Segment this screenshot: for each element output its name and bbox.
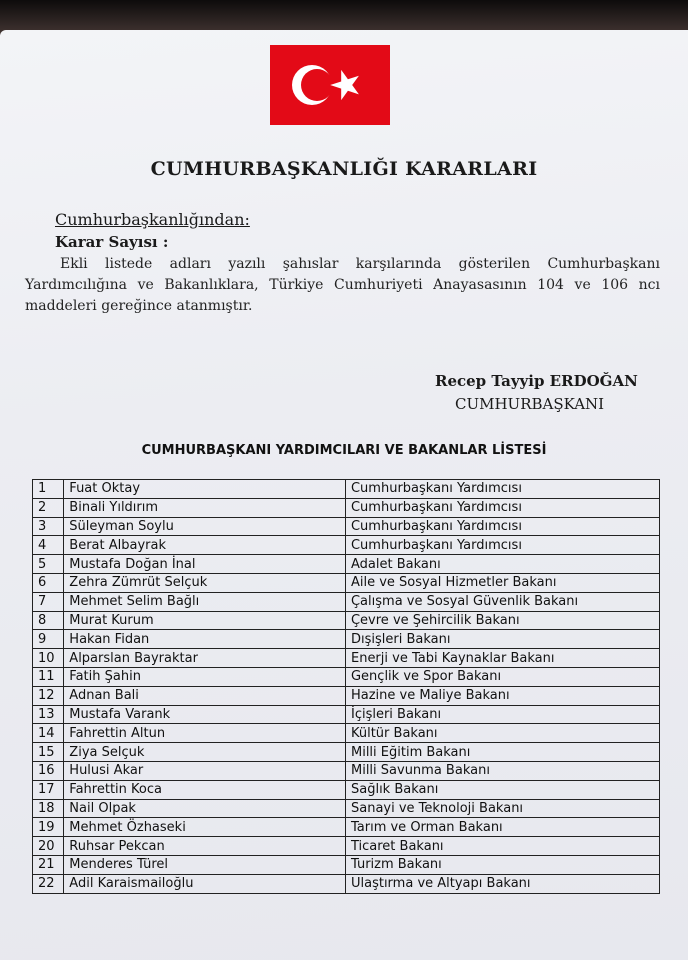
table-row	[33, 630, 660, 649]
ministry-post: Çevre ve Şehircilik Bakanı	[345, 611, 659, 630]
table-row	[33, 573, 660, 592]
row-number: 12	[33, 686, 64, 705]
ministry-post: Milli Savunma Bakanı	[345, 761, 659, 780]
row-number: 7	[33, 592, 64, 611]
ministry-post: İçişleri Bakanı	[345, 705, 659, 724]
row-number: 1	[33, 480, 64, 499]
minister-name: Mehmet Özhaseki	[64, 818, 346, 837]
table-row	[33, 874, 660, 893]
minister-name: Murat Kurum	[64, 611, 346, 630]
ministry-post: Enerji ve Tabi Kaynaklar Bakanı	[345, 649, 659, 668]
ministry-post: Tarım ve Orman Bakanı	[345, 818, 659, 837]
ministry-post: Ulaştırma ve Altyapı Bakanı	[345, 874, 659, 893]
row-number: 6	[33, 573, 64, 592]
ministry-post: Turizm Bakanı	[345, 855, 659, 874]
minister-name: Berat Albayrak	[64, 536, 346, 555]
minister-name: Mehmet Selim Bağlı	[64, 592, 346, 611]
ministry-post: Cumhurbaşkanı Yardımcısı	[345, 480, 659, 499]
minister-name: Zehra Zümrüt Selçuk	[64, 573, 346, 592]
row-number: 16	[33, 761, 64, 780]
ministry-post: Sağlık Bakanı	[345, 780, 659, 799]
minister-name: Fahrettin Koca	[64, 780, 346, 799]
minister-name: Mustafa Doğan İnal	[64, 555, 346, 574]
row-number: 14	[33, 724, 64, 743]
row-number: 3	[33, 517, 64, 536]
row-number: 15	[33, 743, 64, 762]
decision-text: Ekli listede adları yazılı şahıslar karşılarında gösterilen Cumhurbaşkanı Yardımcılığına ve Bakanlıklara, Türkiye Cumhuriyeti Anayasasının 104 ve 106 ncı maddeleri gereğince atanmıştır.	[25, 256, 660, 314]
ministers-table	[32, 479, 660, 894]
table-row	[33, 592, 660, 611]
ministry-post: Çalışma ve Sosyal Güvenlik Bakanı	[345, 592, 659, 611]
ministry-post: Cumhurbaşkanı Yardımcısı	[345, 498, 659, 517]
row-number: 10	[33, 649, 64, 668]
table-row	[33, 743, 660, 762]
table-row	[33, 780, 660, 799]
ministry-post: Milli Eğitim Bakanı	[345, 743, 659, 762]
issuer-label: Cumhurbaşkanlığından:	[55, 210, 250, 229]
minister-name: Süleyman Soylu	[64, 517, 346, 536]
ministry-post: Sanayi ve Teknoloji Bakanı	[345, 799, 659, 818]
ministers-table-body	[33, 480, 660, 894]
signer-name: Recep Tayyip ERDOĞAN	[435, 372, 638, 390]
ministry-post: Ticaret Bakanı	[345, 837, 659, 856]
row-number: 20	[33, 837, 64, 856]
table-row	[33, 649, 660, 668]
minister-name: Fahrettin Altun	[64, 724, 346, 743]
turkish-flag-icon	[270, 45, 390, 125]
minister-name: Binali Yıldırım	[64, 498, 346, 517]
row-number: 19	[33, 818, 64, 837]
table-row	[33, 837, 660, 856]
table-row	[33, 536, 660, 555]
minister-name: Fuat Oktay	[64, 480, 346, 499]
table-row	[33, 686, 660, 705]
decision-number-label: Karar Sayısı :	[55, 233, 169, 251]
table-row	[33, 761, 660, 780]
document-title: CUMHURBAŞKANLIĞI KARARLARI	[150, 158, 538, 180]
row-number: 4	[33, 536, 64, 555]
minister-name: Hulusi Akar	[64, 761, 346, 780]
table-row	[33, 799, 660, 818]
row-number: 9	[33, 630, 64, 649]
ministry-post: Adalet Bakanı	[345, 555, 659, 574]
table-row	[33, 555, 660, 574]
ministry-post: Aile ve Sosyal Hizmetler Bakanı	[345, 573, 659, 592]
row-number: 8	[33, 611, 64, 630]
table-row	[33, 705, 660, 724]
minister-name: Fatih Şahin	[64, 667, 346, 686]
row-number: 2	[33, 498, 64, 517]
table-row	[33, 517, 660, 536]
ministry-post: Kültür Bakanı	[345, 724, 659, 743]
table-row	[33, 611, 660, 630]
minister-name: Hakan Fidan	[64, 630, 346, 649]
table-row	[33, 724, 660, 743]
row-number: 21	[33, 855, 64, 874]
table-row	[33, 480, 660, 499]
row-number: 5	[33, 555, 64, 574]
ministry-post: Hazine ve Maliye Bakanı	[345, 686, 659, 705]
row-number: 13	[33, 705, 64, 724]
minister-name: Adnan Bali	[64, 686, 346, 705]
row-number: 17	[33, 780, 64, 799]
minister-name: Nail Olpak	[64, 799, 346, 818]
minister-name: Adil Karaismailoğlu	[64, 874, 346, 893]
ministry-post: Dışişleri Bakanı	[345, 630, 659, 649]
row-number: 22	[33, 874, 64, 893]
minister-name: Mustafa Varank	[64, 705, 346, 724]
minister-name: Ruhsar Pekcan	[64, 837, 346, 856]
table-row	[33, 498, 660, 517]
ministry-post: Cumhurbaşkanı Yardımcısı	[345, 517, 659, 536]
row-number: 18	[33, 799, 64, 818]
ministry-post: Cumhurbaşkanı Yardımcısı	[345, 536, 659, 555]
list-title: CUMHURBAŞKANI YARDIMCILARI VE BAKANLAR LİSTESİ	[141, 443, 547, 458]
signer-title: CUMHURBAŞKANI	[455, 395, 605, 413]
table-row	[33, 667, 660, 686]
minister-name: Menderes Türel	[64, 855, 346, 874]
row-number: 11	[33, 667, 64, 686]
minister-name: Alparslan Bayraktar	[64, 649, 346, 668]
ministry-post: Gençlik ve Spor Bakanı	[345, 667, 659, 686]
minister-name: Ziya Selçuk	[64, 743, 346, 762]
table-row	[33, 855, 660, 874]
table-row	[33, 818, 660, 837]
